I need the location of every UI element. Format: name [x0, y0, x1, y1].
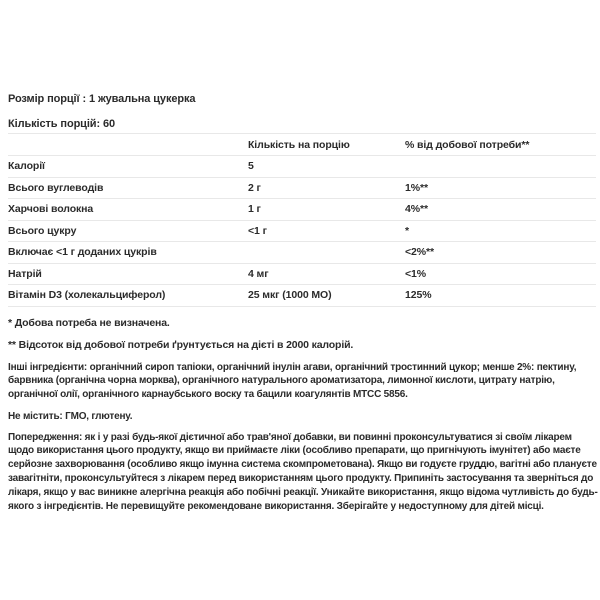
other-ingredients-paragraph: Інші інгредієнти: органічний сироп тапіоки, органічний інулін агави, органічний тростинний цукор; менше 2%: пектину, барвника (органічна чорна морква), органічного натурального ароматизатора, лимонної кислоти, цитрату натрію, органічної олії, органічного карнаубського воску та бацили коагулянтів MTCC 5856.: [8, 361, 577, 401]
nutrient-amount: 25 мкг (1000 МО): [248, 289, 332, 302]
table-row-dietary-fiber: [8, 199, 596, 221]
nutrient-amount: 1 г: [248, 203, 261, 216]
does-not-contain-paragraph: Не містить: ГМО, глютену.: [8, 410, 133, 422]
warning-paragraph: Попередження: як і у разі будь-якої дієтичної або трав'яної добавки, ви повинні проконсультуватися зі своїм лікарем щодо використання цього продукту, якщо ви приймаєте ліки (особливо препарати, що пригнічують імунітет) або маєте серйозне захворювання (особливо якщо імунна система скомпрометована). Якщо ви годуєте груддю, вагітні або плануєте завагітніти, проконсультуйтеся з лікарем перед використанням цього продукту. Припиніть застосування та зверніться до лікаря, якщо у вас виникне алергічна реакція або побічні реакції. Уникайте використання, якщо відома чутливість до будь-якого з інгредієнтів. Не перевищуйте рекомендоване використання. Зберігайте у недоступному для дітей місці.: [8, 431, 598, 512]
servings-per-container-text: Кількість порцій: 60: [8, 118, 116, 130]
table-row-total-carbs: [8, 178, 596, 200]
nutrient-dv: *: [405, 224, 409, 237]
serving-info: [8, 92, 592, 131]
table-row-total-sugars: [8, 221, 596, 243]
footnotes: [8, 317, 592, 352]
header-amount-per-serving: Кількість на порцію: [248, 138, 350, 151]
nutrient-dv: 125%: [405, 289, 432, 302]
table-row-vitamin-d3: [8, 285, 596, 307]
nutrient-amount: 4 мг: [248, 267, 269, 280]
nutrient-dv: <1%: [405, 267, 427, 280]
table-row-calories: [8, 156, 596, 178]
nutrient-amount: 5: [248, 160, 254, 173]
table-row-added-sugars: [8, 242, 596, 264]
nutrient-dv: 1%**: [405, 181, 428, 194]
nutrient-label: Натрій: [8, 267, 42, 280]
nutrient-label: Всього вуглеводів: [8, 181, 104, 194]
table-header-row: [8, 134, 596, 156]
nutrient-dv: 4%**: [405, 203, 428, 216]
serving-size-text: Розмір порції : 1 жувальна цукерка: [8, 93, 196, 105]
nutrient-amount: <1 г: [248, 224, 267, 237]
nutrient-label: Харчові волокна: [8, 203, 94, 216]
nutrient-label: Калорії: [8, 160, 45, 173]
nutrient-label: Всього цукру: [8, 224, 77, 237]
nutrient-amount: 2 г: [248, 181, 261, 194]
nutrient-dv: <2%**: [405, 246, 434, 259]
footnote-daily-value-not-established: * Добова потреба не визначена.: [8, 316, 170, 329]
nutrition-table: [8, 133, 596, 307]
table-row-sodium: [8, 264, 596, 286]
footnote-percent-daily-value-basis: ** Відсоток від добової потреби ґрунтується на дієті в 2000 калорій.: [8, 338, 354, 351]
header-daily-value: % від добової потреби**: [405, 138, 530, 151]
nutrient-label: Вітамін D3 (холекальциферол): [8, 289, 166, 302]
nutrient-label: Включає <1 г доданих цукрів: [8, 246, 157, 259]
